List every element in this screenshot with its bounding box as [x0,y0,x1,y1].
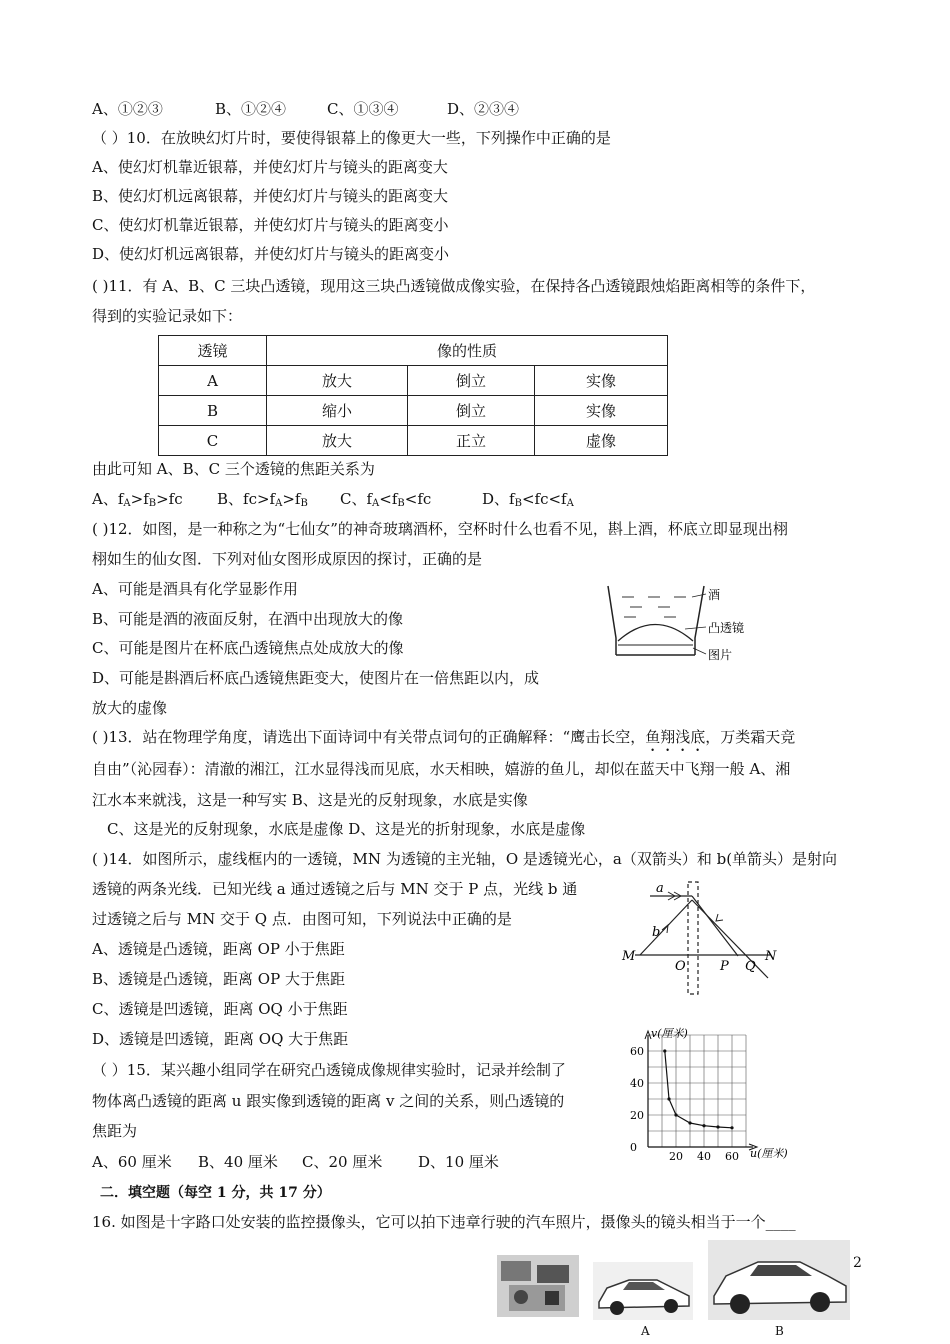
table-cell: 放大 [267,366,408,396]
label-a: a [656,881,664,896]
q11-stem-line2: 得到的实验记录如下： [92,307,243,325]
table-cell: 放大 [267,426,408,456]
q15-stem-line1: （ ）15．某兴趣小组同学在研究凸透镜成像规律实验时，记录并绘制了 [92,1061,566,1079]
q12-option-d-cont: 放大的虚像 [92,699,168,717]
table-cell: B [159,396,267,426]
y-tick-label: 60 [630,1045,644,1058]
q10-option-c: C、使幻灯机靠近银幕，并使幻灯片与镜头的距离变小 [92,216,449,234]
q10-option-a: A、使幻灯机靠近银幕，并使幻灯片与镜头的距离变大 [92,158,448,176]
table-cell: 虚像 [535,426,668,456]
label-wine: 酒 [708,588,721,602]
y-tick-label: 0 [630,1141,637,1154]
wine-glass-figure [600,583,745,663]
table-cell: 倒立 [408,396,535,426]
ray-b-in [640,900,692,955]
table-row [159,396,668,426]
section-2-title: 二．填空题 [100,1185,170,1201]
table-cell: 正立 [408,426,535,456]
label-convex-lens: 凸透镜 [708,621,745,635]
q15-option-b: B、40 厘米 [198,1153,278,1171]
data-point [674,1113,677,1116]
label-m: M [622,949,636,964]
q12-option-d: D、可能是斟酒后杯底凸透镜焦距变大，使图片在一倍焦距以内，成 [92,669,540,687]
q10-option-d: D、使幻灯机远离银幕，并使幻灯片与镜头的距离变小 [92,245,450,263]
label-n: N [765,949,777,964]
table-cell: C [159,426,267,456]
chart-grid [648,1035,746,1147]
q12-option-c: C、可能是图片在杯底凸透镜焦点处成放大的像 [92,639,404,657]
wine-surface-lines [622,597,686,617]
section-2-heading [100,1183,331,1203]
q10-option-b: B、使幻灯机远离银幕，并使幻灯片与镜头的距离变大 [92,187,449,205]
q10-stem: （ ）10．在放映幻灯片时，要使得银幕上的像更大一些，下列操作中正确的是 [92,129,611,147]
q14-stem-line2: 透镜的两条光线．已知光线 a 通过透镜之后与 MN 交于 P 点，光线 b 通 [92,880,578,898]
q9-option-d: D、②③④ [447,100,520,118]
q11-option-a: A、$f_A>f_B>fc$ [92,490,183,509]
q15-stem-line2: 物体离凸透镜的距离 u 跟实像到透镜的距离 v 之间的关系，则凸透镜的 [92,1092,565,1110]
convex-lens-curve [618,625,693,642]
y-axis-label: v(厘米) [651,1027,688,1040]
q13-line2: 自由”（沁园春）：清澈的湘江，江水显得浅而见底，水天相映，嬉游的鱼儿，却似在蓝天中飞翔一般 A、湘 [92,760,791,778]
q15-option-d: D、10 厘米 [418,1153,499,1171]
q13-line3: 江水本来就浅，这是一种写实 B、这是光的反射现象，水底是实像 [92,791,528,809]
table-cell: 实像 [535,366,668,396]
x-axis-label: u(厘米) [750,1147,788,1160]
q15-options [92,1152,499,1172]
q12-stem-line2: 栩如生的仙女图．下列对仙女图形成原因的探讨，正确的是 [92,550,483,568]
data-point [688,1121,691,1124]
table-row [159,426,668,456]
q9-option-a: A、①②③ [92,100,163,118]
table-header-image: 像的性质 [267,336,668,366]
label-p: P [720,959,729,974]
q12-option-a: A、可能是酒具有化学显影作用 [92,580,298,598]
table-cell: A [159,366,267,396]
table-cell: 倒立 [408,366,535,396]
camera-photo [497,1255,579,1317]
label-b: b [652,925,661,940]
y-tick-label: 40 [630,1077,644,1090]
photo-caption-a: A [641,1324,650,1338]
q14-option-d: D、透镜是凹透镜，距离 OQ 大于焦距 [92,1030,349,1048]
y-tick-label: 20 [630,1109,644,1122]
table-header-lens: 透镜 [159,336,267,366]
chart-ticks [630,1045,739,1163]
q11-option-b: B、$fc>f_A>f_B$ [217,490,308,509]
q14-stem-line1: ( )14．如图所示，虚线框内的一透镜，MN 为透镜的主光轴，O 是透镜光心，a（双箭头）和 b(单箭头）是射向 [92,850,838,868]
table-cell: 实像 [535,396,668,426]
q11-results-table [158,335,668,456]
data-point [667,1097,670,1100]
q12-option-b: B、可能是酒的液面反射，在酒中出现放大的像 [92,610,404,628]
q15-option-a: A、60 厘米 [92,1153,172,1171]
q13-line4: C、这是光的反射现象，水底是虚像 D、这是光的折射现象，水底是虚像 [107,820,586,838]
photo-caption-b: B [775,1324,784,1338]
ray-a-out [692,896,738,956]
q9-option-c: C、①③④ [327,100,399,118]
label-o: O [675,959,686,974]
q9-options [92,99,519,119]
car-photo-a [593,1262,693,1320]
q15-option-c: C、20 厘米 [302,1153,383,1171]
q15-stem-line3: 焦距为 [92,1122,138,1140]
q11-stem-line1: ( )11．有 A、B、C 三块凸透镜，现用这三块凸透镜做成像实验，在保持各凸透镜跟烛焰距离相等的条件下， [92,277,816,295]
q11-conclusion: 由此可知 A、B、C 三个透镜的焦距关系为 [92,460,375,478]
uv-chart [618,1025,788,1163]
section-2-note: （每空 1 分，共 17 分） [170,1185,331,1201]
label-picture: 图片 [708,648,733,662]
q11-option-c: C、$f_A<f_B<fc$ [340,490,432,509]
q14-option-b: B、透镜是凸透镜，距离 OP 大于焦距 [92,970,345,988]
q16-text: 16. 如图是十字路口处安装的监控摄像头，它可以拍下违章行驶的汽车照片，摄像头的镜头相当于一个____ [92,1213,796,1231]
q14-option-c: C、透镜是凹透镜，距离 OQ 小于焦距 [92,1000,348,1018]
lens-ray-diagram [620,880,780,1000]
label-q: Q [745,959,756,974]
ray-b-out [692,900,768,978]
q11-options [92,489,574,514]
chart-points [663,1049,733,1129]
q13-line1: ( )13．站在物理学角度，请选出下面诗词中有关带点词句的正确解释：“鹰击长空，鱼翔浅底，万类霜天竞 [92,728,796,746]
table-row [159,366,668,396]
q14-option-a: A、透镜是凸透镜，距离 OP 小于焦距 [92,940,345,958]
q11-option-d: D、$f_B<fc<f_A$ [482,490,574,509]
data-point [663,1049,666,1052]
x-tick-label: 60 [725,1150,739,1163]
q9-option-b: B、①②④ [215,100,287,118]
table-cell: 缩小 [267,396,408,426]
page-number: 2 [853,1255,862,1271]
data-point [716,1125,719,1128]
dashed-lens-box [688,882,698,994]
x-tick-label: 20 [669,1150,683,1163]
series-line [665,1051,732,1128]
dotted-phrase: 鱼翔浅底 [645,728,706,746]
data-point [702,1124,705,1127]
x-tick-label: 40 [697,1150,711,1163]
data-point [730,1126,733,1129]
q12-stem-line1: ( )12．如图，是一种称之为“七仙女”的神奇玻璃酒杯，空杯时什么也看不见，斟上酒，杯底立即显现出栩 [92,520,788,538]
car-photo-b [708,1240,850,1320]
q14-stem-line3: 过透镜之后与 MN 交于 Q 点．由图可知，下列说法中正确的是 [92,910,512,928]
